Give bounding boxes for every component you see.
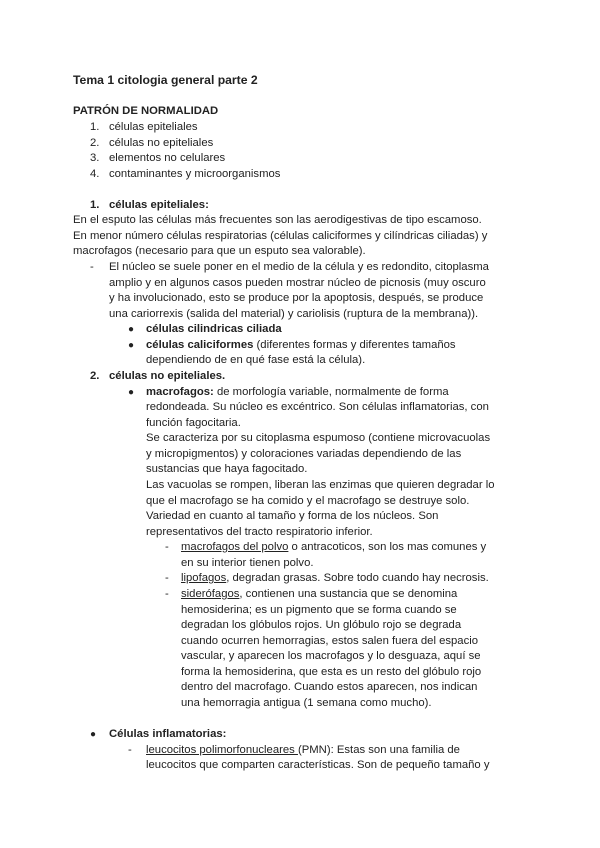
paragraph-line: Las vacuolas se rompen, liberan las enzimas que quieren degradar lo [146, 479, 495, 491]
sub-item [181, 540, 486, 556]
lipofagos-link[interactable]: lipofagos [181, 572, 227, 584]
section-heading-epiteliales: células epiteliales: [109, 199, 209, 211]
paragraph-line: dependiendo de en qué fase está la célula). [146, 354, 366, 366]
bullet-icon: ● [128, 324, 135, 335]
list-number: 4. [90, 168, 100, 180]
siderofagos-link[interactable]: siderófagos [181, 588, 240, 600]
list-number: 2. [90, 137, 100, 149]
macrofagos-term: macrofagos: [146, 386, 214, 398]
paragraph-line: que el macrofago se ha comido y el macrofago se destruye solo. [146, 495, 470, 507]
paragraph-line: degradan los glóbulos rojos. Un glóbulo rojo se degrada [181, 619, 462, 631]
paragraph-line: vascular, y aparecen los macrofagos y lo desguaza, aquí se [181, 650, 481, 662]
bullet-item [146, 338, 456, 354]
dash-marker: - [165, 541, 169, 553]
sub-item-text: , degradan grasas. Sobre todo cuando hay necrosis. [226, 572, 489, 584]
sub-item [181, 587, 457, 603]
dash-marker: - [165, 572, 169, 584]
list-number: 3. [90, 152, 100, 164]
section-number: 2. [90, 370, 100, 382]
paragraph-line: y ha involucionado, esto se produce por la apoptosis, después, se produce [109, 292, 484, 304]
bullet-item-text: (diferentes formas y diferentes tamaños [253, 339, 456, 351]
paragraph-line: amplio y en algunos casos pueden mostrar núcleo de picnosis (muy oscuro [109, 277, 486, 289]
document-title: Tema 1 citologia general parte 2 [73, 73, 258, 87]
paragraph-line: sustancias que haya fagocitado. [146, 463, 308, 475]
sub-item-text: (PMN): Estas son una familia de [297, 744, 460, 756]
paragraph-line: El núcleo se suele poner en el medio de la célula y es redondito, citoplasma [109, 261, 489, 273]
section-number: 1. [90, 199, 100, 211]
sub-item-text: o antracoticos, son los mas comunes y [288, 541, 487, 553]
sub-item-text: , contienen una sustancia que se denomina [239, 588, 458, 600]
section-heading-no-epiteliales: células no epiteliales. [109, 370, 226, 382]
bullet-item-bold: células caliciformes [146, 339, 254, 351]
paragraph-line: leucocitos que comparten características. Son de pequeño tamaño y [146, 759, 490, 771]
paragraph-line: dentro del macrofago. Cuando estos aparecen, nos indican [181, 681, 478, 693]
list-number: 1. [90, 121, 100, 133]
normality-heading: PATRÓN DE NORMALIDAD [73, 105, 219, 117]
paragraph-line: y micropigmentos) y coloraciones variadas dependiendo de las [146, 448, 462, 460]
paragraph-line: En menor número células respiratorias (células caliciformes y cilíndricas ciliadas) y [73, 230, 488, 242]
section-heading-inflamatorias: Células inflamatorias: [109, 728, 227, 740]
paragraph-line: Variedad en cuanto al tamaño y forma de los núcleos. Son [146, 510, 439, 522]
pmn-link[interactable]: leucocitos polimorfonucleares [146, 744, 298, 756]
bullet-item [146, 385, 449, 401]
bullet-item: células cilindricas ciliada [146, 323, 282, 335]
list-item: células no epiteliales [109, 137, 214, 149]
dash-marker: - [128, 744, 132, 756]
paragraph-line: hemosiderina; es un pigmento que se forma cuando se [181, 604, 457, 616]
paragraph-line: una cariorrexis (salida del material) y cariolisis (ruptura de la membrana)). [109, 308, 479, 320]
paragraph-line: función fagocitaria. [146, 417, 241, 429]
paragraph-line: forma la hemosiderina, que esta es un resto del glóbulo rojo [181, 666, 482, 678]
paragraph-line: una hemorragia antigua (1 semana como mucho). [181, 697, 432, 709]
dash-marker: - [90, 261, 94, 273]
sub-item [181, 571, 489, 587]
sub-item [146, 743, 460, 759]
paragraph-line: En el esputo las células más frecuentes son las aerodigestivas de tipo escamoso. [73, 214, 482, 226]
paragraph-line: en su interior tienen polvo. [181, 557, 314, 569]
paragraph-line: cuando ocurren hemorragias, estos salen fuera del espacio [181, 635, 479, 647]
macrofagos-text: de morfología variable, normalmente de forma [213, 386, 449, 398]
list-item: células epiteliales [109, 121, 198, 133]
bullet-icon: ● [90, 729, 97, 740]
paragraph-line: Se caracteriza por su citoplasma espumoso (contiene microvacuolas [146, 432, 491, 444]
list-item: contaminantes y microorganismos [109, 168, 281, 180]
list-item: elementos no celulares [109, 152, 226, 164]
dash-marker: - [165, 588, 169, 600]
macrofagos-polvo-link[interactable]: macrofagos del polvo [181, 541, 289, 553]
bullet-icon: ● [128, 387, 135, 398]
paragraph-line: redondeada. Su núcleo es excéntrico. Son células inflamatorias, con [146, 401, 489, 413]
paragraph-line: representativos del tracto respiratorio inferior. [146, 526, 373, 538]
paragraph-line: macrofagos (necesario para que un esputo sea valorable). [73, 245, 366, 257]
bullet-icon: ● [128, 340, 135, 351]
